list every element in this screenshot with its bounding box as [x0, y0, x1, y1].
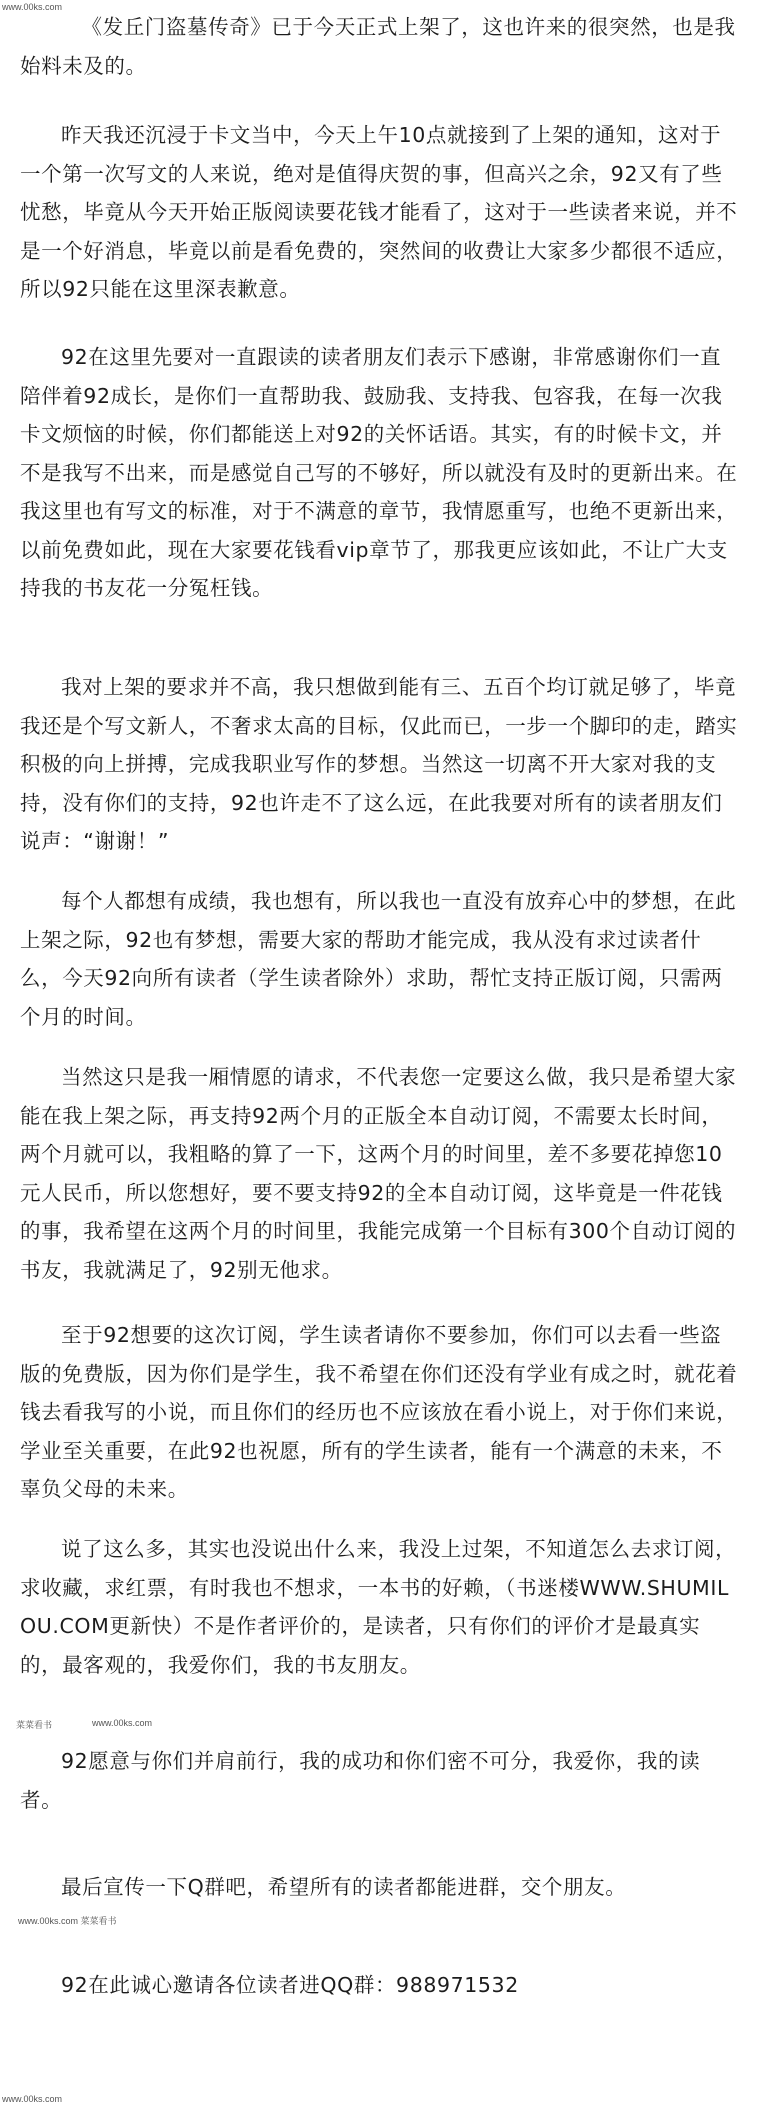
paragraph-6: 当然这只是我一厢情愿的请求，不代表您一定要这么做，我只是希望大家能在我上架之际，再支持92两个月的正版全本自动订阅，不需要太长时间，两个月就可以，我粗略的算了一下，这两个月的时间里，差不多要花掉您10元人民币，所以您想好，要不要支持92的全本自动订阅，这毕竟是一件花钱的事，我希望在这两个月的时间里，我能完成第一个目标有300个自动订阅的书友，我就满足了，92别无他求。: [20, 1065, 737, 1282]
paragraph-1: 《发丘门盗墓传奇》已于今天正式上架了，这也许来的很突然，也是我始料未及的。: [20, 15, 736, 78]
paragraph-8: 说了这么多，其实也没说出什么来，我没上过架，不知道怎么去求订阅，求收藏，求红票，有时我也不想求，一本书的好赖，（书迷楼WWW.SHUMILOU.COM更新快）不是作者评价的，是读者，只有你们的评价才是最真实的，最客观的，我爱你们，我的书友朋友。: [20, 1537, 737, 1677]
paragraph-4: 我对上架的要求并不高，我只想做到能有三、五百个均订就足够了，毕竟我还是个写文新人，不奢求太高的目标，仅此而已，一步一个脚印的走，踏实积极的向上拼搏，完成我职业写作的梦想。当然这一切离不开大家对我的支持，没有你们的支持，92也许走不了这么远，在此我要对所有的读者朋友们说声：“谢谢！”: [20, 675, 738, 853]
paragraph-7: 至于92想要的这次订阅，学生读者请你不要参加，你们可以去看一些盗版的免费版，因为你们是学生，我不希望在你们还没有学业有成之时，就花着钱去看我写的小说，而且你们的经历也不应该放在看小说上，对于你们来说，学业至关重要，在此92也祝愿，所有的学生读者，能有一个满意的未来，不辜负父母的未来。: [20, 1323, 738, 1501]
watermark-top-left: www.00ks.com: [2, 2, 63, 12]
watermark-lower-left: www.00ks.com 菜菜看书: [18, 1916, 117, 1926]
watermark-bottom-left: www.00ks.com: [2, 2094, 63, 2104]
paragraph-11: 92在此诚心邀请各位读者进QQ群：988971532: [61, 1973, 519, 1997]
paragraph-2: 昨天我还沉浸于卡文当中，今天上午10点就接到了上架的通知，这对于一个第一次写文的人来说，绝对是值得庆贺的事，但高兴之余，92又有了些忧愁，毕竟从今天开始正版阅读要花钱才能看了，这对于一些读者来说，并不是一个好消息，毕竟以前是看免费的，突然间的收费让大家多少都很不适应，所以92只能在这里深表歉意。: [20, 123, 738, 301]
paragraph-5: 每个人都想有成绩，我也想有，所以我也一直没有放弃心中的梦想，在此上架之际，92也有梦想，需要大家的帮助才能完成，我从没有求过读者什么，今天92向所有读者（学生读者除外）求助，帮忙支持正版订阅，只需两个月的时间。: [20, 889, 737, 1029]
watermark-mid-left-b: www.00ks.com: [92, 1718, 153, 1728]
paragraph-9: 92愿意与你们并肩前行，我的成功和你们密不可分，我爱你，我的读者。: [20, 1749, 701, 1812]
paragraph-10: 最后宣传一下Q群吧，希望所有的读者都能进群，交个朋友。: [61, 1875, 627, 1899]
watermark-mid-left-a: 菜菜看书: [16, 1720, 53, 1730]
paragraph-3: 92在这里先要对一直跟读的读者朋友们表示下感谢，非常感谢你们一直陪伴着92成长，是你们一直帮助我、鼓励我、支持我、包容我，在每一次我卡文烦恼的时候，你们都能送上对92的关怀话语。其实，有的时候卡文，并不是我写不出来，而是感觉自己写的不够好，所以就没有及时的更新出来。在我这里也有写文的标准，对于不满意的章节，我情愿重写，也绝不更新出来，以前免费如此，现在大家要花钱看vip章节了，那我更应该如此，不让广大支持我的书友花一分冤枉钱。: [20, 345, 738, 600]
